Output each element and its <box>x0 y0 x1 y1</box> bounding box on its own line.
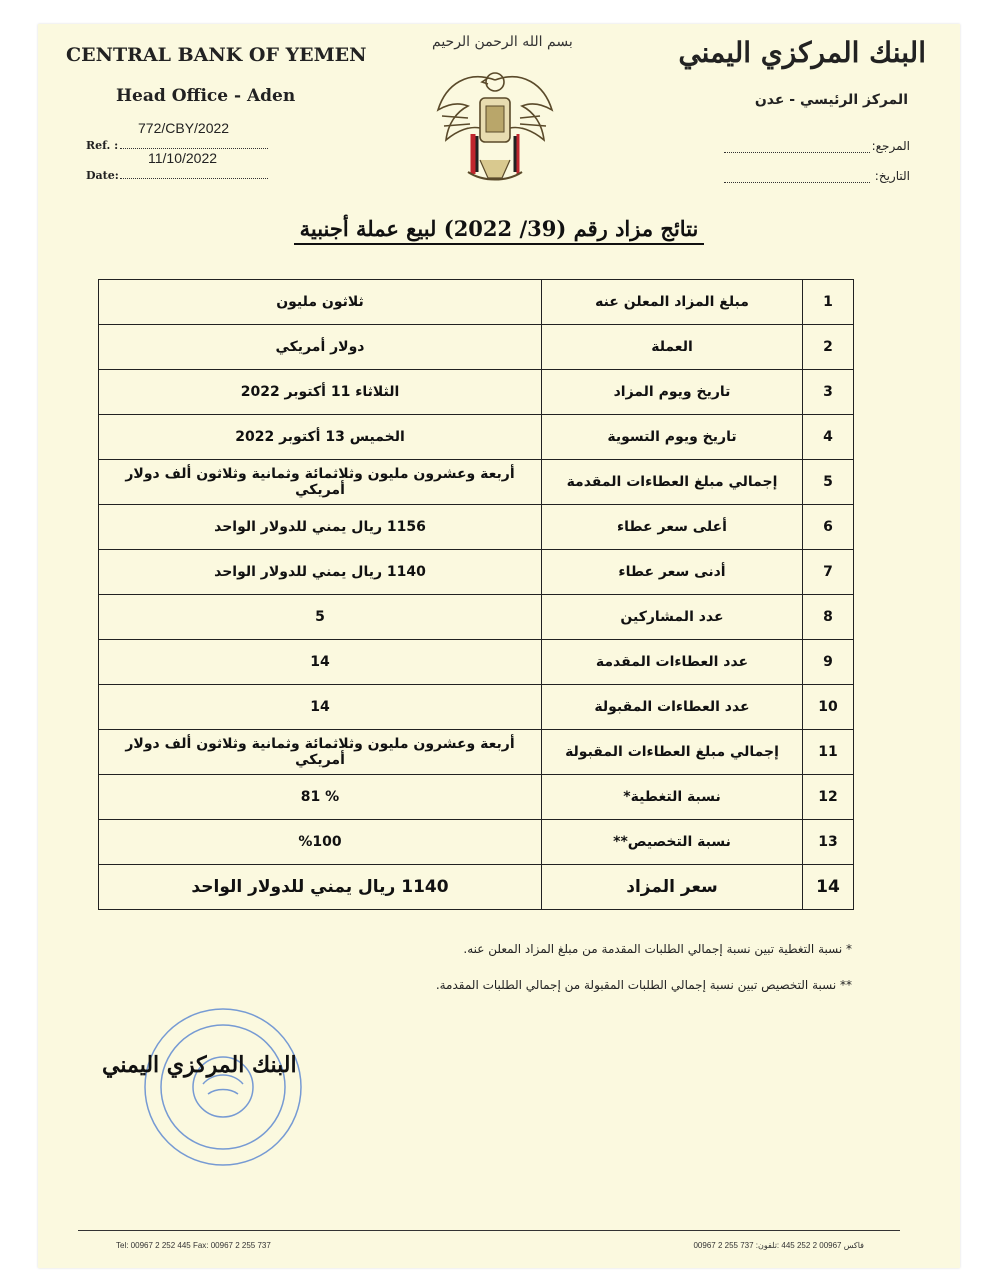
footer-divider <box>78 1230 900 1231</box>
row-label: نسبة التخصيص** <box>542 820 803 865</box>
row-value: الثلاثاء 11 أكتوبر 2022 <box>99 370 542 415</box>
table-row <box>99 685 854 730</box>
footnote-allocation: ** نسبة التخصيص تبين نسبة إجمالي الطلبات المقبولة من إجمالي الطلبات المقدمة. <box>435 978 852 992</box>
official-stamp-icon <box>138 1002 308 1172</box>
document-page <box>38 24 960 1268</box>
row-value: الخميس 13 أكتوبر 2022 <box>99 415 542 460</box>
footer-contact-arabic: 00967 2 255 737 :فاكس 00967 2 252 445 :تلفون <box>693 1241 864 1250</box>
yemen-eagle-emblem-icon <box>428 60 562 188</box>
row-number: 6 <box>803 505 854 550</box>
footer-contact-english: Tel: 00967 2 252 445 Fax: 00967 2 255 737 <box>116 1241 271 1250</box>
table-row <box>99 325 854 370</box>
ref-label: Ref. : <box>86 139 119 152</box>
table-row <box>99 550 854 595</box>
table-row <box>99 595 854 640</box>
date-value: 11/10/2022 <box>148 150 218 166</box>
row-value: 1156 ريال يمني للدولار الواحد <box>99 505 542 550</box>
row-value: 1140 ريال يمني للدولار الواحد <box>99 550 542 595</box>
arabic-bank-name: البنك المركزي اليمني <box>678 36 926 69</box>
ref-dotted-line <box>120 148 268 149</box>
row-value: 14 <box>99 685 542 730</box>
row-value: دولار أمريكي <box>99 325 542 370</box>
row-number: 7 <box>803 550 854 595</box>
row-label: إجمالي مبلغ العطاءات المقدمة <box>542 460 803 505</box>
row-label: سعر المزاد <box>542 865 803 910</box>
footnote-coverage: * نسبة التغطية تبين نسبة إجمالي الطلبات المقدمة من مبلغ المزاد المعلن عنه. <box>463 942 852 956</box>
row-number: 5 <box>803 460 854 505</box>
row-value: 14 <box>99 640 542 685</box>
row-number: 2 <box>803 325 854 370</box>
row-label: عدد العطاءات المقدمة <box>542 640 803 685</box>
basmala: بسم الله الرحمن الرحيم <box>432 34 573 50</box>
row-number: 4 <box>803 415 854 460</box>
row-number: 14 <box>803 865 854 910</box>
table-row <box>99 865 854 910</box>
english-bank-name: CENTRAL BANK OF YEMEN <box>66 44 367 66</box>
row-number: 10 <box>803 685 854 730</box>
table-row <box>99 640 854 685</box>
table-row <box>99 730 854 775</box>
table-row <box>99 820 854 865</box>
document-title <box>38 216 960 241</box>
table-row <box>99 415 854 460</box>
document-title-text: نتائج مزاد رقم (39/ 2022) لبيع عملة أجنبية <box>294 216 705 245</box>
arabic-office: المركز الرئيسي - عدن <box>754 92 908 108</box>
table-row <box>99 505 854 550</box>
row-label: إجمالي مبلغ العطاءات المقبولة <box>542 730 803 775</box>
row-label: تاريخ ويوم التسوية <box>542 415 803 460</box>
row-value: %100 <box>99 820 542 865</box>
row-value: أربعة وعشرون مليون وثلاثمائة وثمانية وثلاثون ألف دولار أمريكي <box>99 730 542 775</box>
row-number: 8 <box>803 595 854 640</box>
table-row <box>99 370 854 415</box>
row-value: أربعة وعشرون مليون وثلاثمائة وثمانية وثلاثون ألف دولار أمريكي <box>99 460 542 505</box>
arabic-date-dotted-line <box>724 182 870 183</box>
row-value: 1140 ريال يمني للدولار الواحد <box>99 865 542 910</box>
auction-results-table <box>98 279 854 910</box>
table-row <box>99 280 854 325</box>
row-number: 12 <box>803 775 854 820</box>
table-row <box>99 460 854 505</box>
arabic-ref-label: المرجع: <box>871 139 910 153</box>
row-number: 1 <box>803 280 854 325</box>
row-label: تاريخ ويوم المزاد <box>542 370 803 415</box>
row-number: 3 <box>803 370 854 415</box>
row-label: أدنى سعر عطاء <box>542 550 803 595</box>
date-dotted-line <box>120 178 268 179</box>
english-office: Head Office - Aden <box>116 86 296 106</box>
row-label: مبلغ المزاد المعلن عنه <box>542 280 803 325</box>
row-value: % 81 <box>99 775 542 820</box>
row-number: 13 <box>803 820 854 865</box>
ref-value: 772/CBY/2022 <box>138 120 230 136</box>
row-label: نسبة التغطية* <box>542 775 803 820</box>
row-label: عدد العطاءات المقبولة <box>542 685 803 730</box>
table-row <box>99 775 854 820</box>
row-number: 11 <box>803 730 854 775</box>
row-label: عدد المشاركين <box>542 595 803 640</box>
signature-text: البنك المركزي اليمني <box>102 1052 297 1078</box>
row-number: 9 <box>803 640 854 685</box>
row-value: ثلاثون مليون <box>99 280 542 325</box>
arabic-ref-dotted-line <box>724 152 870 153</box>
row-value: 5 <box>99 595 542 640</box>
date-label: Date: <box>86 169 119 182</box>
row-label: العملة <box>542 325 803 370</box>
arabic-date-label: التاريخ: <box>874 169 910 183</box>
row-label: أعلى سعر عطاء <box>542 505 803 550</box>
